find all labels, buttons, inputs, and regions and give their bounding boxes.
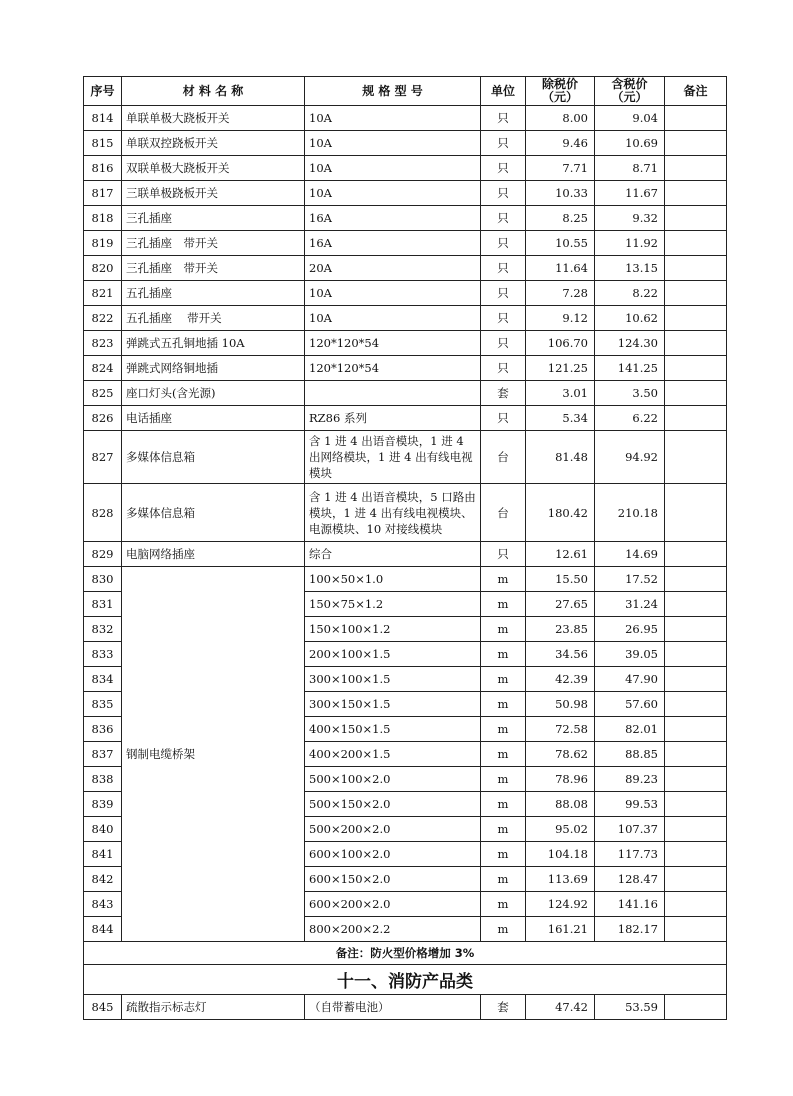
cell-unit: 套 (481, 995, 526, 1020)
cell-name: 双联单极大跷板开关 (122, 156, 305, 181)
cell-name: 三联单极跷板开关 (122, 181, 305, 206)
cell-remark (665, 842, 727, 867)
cell-spec: 600×150×2.0 (305, 867, 481, 892)
cell-unit: m (481, 867, 526, 892)
cell-unit: 只 (481, 256, 526, 281)
cell-price-in: 141.25 (595, 356, 665, 381)
cell-price-ex: 180.42 (526, 484, 595, 542)
cell-seq: 832 (84, 617, 122, 642)
cell-unit: 只 (481, 356, 526, 381)
cell-remark (665, 156, 727, 181)
section-row (84, 965, 727, 995)
cell-unit: m (481, 642, 526, 667)
cell-price-ex: 78.96 (526, 767, 595, 792)
cell-price-in: 11.92 (595, 231, 665, 256)
cell-seq: 844 (84, 917, 122, 942)
cell-remark (665, 381, 727, 406)
cell-seq: 836 (84, 717, 122, 742)
cell-spec: 10A (305, 156, 481, 181)
cell-price-ex: 34.56 (526, 642, 595, 667)
cell-price-ex: 113.69 (526, 867, 595, 892)
table-row (84, 256, 727, 281)
cell-spec: 500×200×2.0 (305, 817, 481, 842)
cell-unit: 只 (481, 406, 526, 431)
cell-spec: 400×150×1.5 (305, 717, 481, 742)
cell-seq: 841 (84, 842, 122, 867)
cell-unit: m (481, 742, 526, 767)
cell-price-in: 117.73 (595, 842, 665, 867)
cell-price-ex: 8.00 (526, 106, 595, 131)
cell-remark (665, 281, 727, 306)
cell-unit: m (481, 592, 526, 617)
cell-seq: 819 (84, 231, 122, 256)
cell-spec: 500×100×2.0 (305, 767, 481, 792)
cell-name: 多媒体信息箱 (122, 431, 305, 484)
cell-price-in: 124.30 (595, 331, 665, 356)
table-row (84, 356, 727, 381)
cell-unit: 只 (481, 331, 526, 356)
cell-spec: 800×200×2.2 (305, 917, 481, 942)
cell-seq: 821 (84, 281, 122, 306)
cell-unit: m (481, 917, 526, 942)
cell-spec: 300×150×1.5 (305, 692, 481, 717)
table-row (84, 306, 727, 331)
cell-price-in: 8.22 (595, 281, 665, 306)
cell-remark (665, 131, 727, 156)
cell-spec: 10A (305, 106, 481, 131)
cell-remark (665, 667, 727, 692)
cell-seq: 838 (84, 767, 122, 792)
cell-remark (665, 642, 727, 667)
cell-price-in: 47.90 (595, 667, 665, 692)
cell-price-ex: 50.98 (526, 692, 595, 717)
table-row (84, 431, 727, 484)
cell-name: 多媒体信息箱 (122, 484, 305, 542)
cell-seq: 815 (84, 131, 122, 156)
cell-seq: 835 (84, 692, 122, 717)
cell-unit: 只 (481, 181, 526, 206)
note-row (84, 942, 727, 965)
table-row (84, 106, 727, 131)
cell-unit: m (481, 792, 526, 817)
cell-price-ex: 3.01 (526, 381, 595, 406)
cell-seq: 822 (84, 306, 122, 331)
cell-spec: 10A (305, 306, 481, 331)
cell-price-ex: 11.64 (526, 256, 595, 281)
cell-price-ex: 88.08 (526, 792, 595, 817)
cell-spec: 300×100×1.5 (305, 667, 481, 692)
cell-spec: 500×150×2.0 (305, 792, 481, 817)
cell-price-in: 128.47 (595, 867, 665, 892)
cell-name: 五孔插座 (122, 281, 305, 306)
cell-unit: m (481, 892, 526, 917)
cell-seq: 845 (84, 995, 122, 1020)
cell-unit: m (481, 817, 526, 842)
cell-unit: 只 (481, 206, 526, 231)
cell-seq: 837 (84, 742, 122, 767)
cell-name: 电脑网络插座 (122, 542, 305, 567)
table-row (84, 131, 727, 156)
cell-name: 座口灯头(含光源) (122, 381, 305, 406)
cell-price-ex: 78.62 (526, 742, 595, 767)
cell-remark (665, 717, 727, 742)
cell-name: 弹跳式网络铜地插 (122, 356, 305, 381)
cell-price-in: 9.32 (595, 206, 665, 231)
cell-price-in: 9.04 (595, 106, 665, 131)
cell-seq: 829 (84, 542, 122, 567)
cell-spec: 含 1 进 4 出语音模块，1 进 4 出网络模块，1 进 4 出有线电视模块 (305, 431, 481, 484)
cell-remark (665, 692, 727, 717)
cell-unit: 套 (481, 381, 526, 406)
header-spec: 规 格 型 号 (305, 77, 481, 106)
cell-price-ex: 10.33 (526, 181, 595, 206)
header-row (84, 77, 727, 106)
cell-spec: 16A (305, 206, 481, 231)
cell-remark (665, 484, 727, 542)
cell-unit: m (481, 842, 526, 867)
cell-price-in: 53.59 (595, 995, 665, 1020)
cell-price-ex: 15.50 (526, 567, 595, 592)
cell-price-in: 57.60 (595, 692, 665, 717)
cell-spec: 120*120*54 (305, 331, 481, 356)
cell-price-in: 107.37 (595, 817, 665, 842)
cell-name: 三孔插座 带开关 (122, 256, 305, 281)
cell-remark (665, 792, 727, 817)
cell-remark (665, 206, 727, 231)
cell-spec: 200×100×1.5 (305, 642, 481, 667)
cell-spec: 120*120*54 (305, 356, 481, 381)
cell-price-in: 182.17 (595, 917, 665, 942)
cell-spec (305, 381, 481, 406)
note-text: 备注：防火型价格增加 3% (84, 942, 727, 965)
cell-remark (665, 406, 727, 431)
table-row (84, 331, 727, 356)
table-row (84, 206, 727, 231)
cell-price-in: 10.69 (595, 131, 665, 156)
cell-price-ex: 23.85 (526, 617, 595, 642)
cell-name: 三孔插座 带开关 (122, 231, 305, 256)
cell-price-in: 3.50 (595, 381, 665, 406)
cell-seq: 843 (84, 892, 122, 917)
header-unit: 单位 (481, 77, 526, 106)
cell-remark (665, 592, 727, 617)
cell-unit: m (481, 667, 526, 692)
cell-price-in: 8.71 (595, 156, 665, 181)
cell-price-in: 39.05 (595, 642, 665, 667)
cell-spec: 20A (305, 256, 481, 281)
cell-unit: m (481, 617, 526, 642)
cell-seq: 834 (84, 667, 122, 692)
cell-price-ex: 121.25 (526, 356, 595, 381)
cell-remark (665, 817, 727, 842)
table-row (84, 542, 727, 567)
cell-price-in: 141.16 (595, 892, 665, 917)
cell-seq: 816 (84, 156, 122, 181)
cell-unit: 台 (481, 484, 526, 542)
cell-price-ex: 72.58 (526, 717, 595, 742)
cell-price-ex: 9.12 (526, 306, 595, 331)
cell-spec: 综合 (305, 542, 481, 567)
table-row (84, 231, 727, 256)
cell-price-in: 89.23 (595, 767, 665, 792)
cell-name: 五孔插座 带开关 (122, 306, 305, 331)
cell-price-in: 210.18 (595, 484, 665, 542)
header-remark: 备注 (665, 77, 727, 106)
cell-unit: 台 (481, 431, 526, 484)
cell-remark (665, 306, 727, 331)
table-body (84, 106, 727, 1020)
cell-price-in: 14.69 (595, 542, 665, 567)
cell-remark (665, 892, 727, 917)
cell-seq: 824 (84, 356, 122, 381)
cell-seq: 842 (84, 867, 122, 892)
cell-remark (665, 356, 727, 381)
cell-seq: 830 (84, 567, 122, 592)
table-row (84, 281, 727, 306)
cell-price-ex: 7.28 (526, 281, 595, 306)
cell-remark (665, 106, 727, 131)
cell-remark (665, 256, 727, 281)
cell-seq: 833 (84, 642, 122, 667)
table-row (84, 156, 727, 181)
cell-remark (665, 181, 727, 206)
cell-price-ex: 5.34 (526, 406, 595, 431)
cell-unit: 只 (481, 542, 526, 567)
cell-seq: 817 (84, 181, 122, 206)
cell-price-ex: 9.46 (526, 131, 595, 156)
cell-price-ex: 95.02 (526, 817, 595, 842)
cell-unit: m (481, 717, 526, 742)
header-name: 材 料 名 称 (122, 77, 305, 106)
cell-unit: m (481, 767, 526, 792)
header-seq: 序号 (84, 77, 122, 106)
cell-spec: 10A (305, 131, 481, 156)
cell-unit: 只 (481, 231, 526, 256)
cell-remark (665, 995, 727, 1020)
header-price-ex: 除税价 （元） (526, 77, 595, 106)
cell-spec: 400×200×1.5 (305, 742, 481, 767)
cell-remark (665, 542, 727, 567)
cell-remark (665, 917, 727, 942)
cell-unit: 只 (481, 131, 526, 156)
table-row (84, 567, 727, 592)
cell-price-in: 11.67 (595, 181, 665, 206)
cell-price-in: 6.22 (595, 406, 665, 431)
cell-price-ex: 81.48 (526, 431, 595, 484)
table-row (84, 995, 727, 1020)
cell-seq: 831 (84, 592, 122, 617)
cell-spec: 10A (305, 181, 481, 206)
cell-spec: 150×75×1.2 (305, 592, 481, 617)
cell-price-ex: 7.71 (526, 156, 595, 181)
cell-price-ex: 27.65 (526, 592, 595, 617)
cell-price-in: 10.62 (595, 306, 665, 331)
cell-name: 三孔插座 (122, 206, 305, 231)
cell-spec: 100×50×1.0 (305, 567, 481, 592)
cell-spec: 含 1 进 4 出语音模块，5 口路由模块，1 进 4 出有线电视模块、电源模块、10 对接线模块 (305, 484, 481, 542)
cell-seq: 818 (84, 206, 122, 231)
cell-price-in: 13.15 (595, 256, 665, 281)
cell-price-in: 82.01 (595, 717, 665, 742)
cell-remark (665, 567, 727, 592)
cell-price-ex: 42.39 (526, 667, 595, 692)
cell-spec: 600×200×2.0 (305, 892, 481, 917)
cell-price-ex: 12.61 (526, 542, 595, 567)
cell-price-in: 31.24 (595, 592, 665, 617)
cell-price-in: 99.53 (595, 792, 665, 817)
cell-spec: （自带蓄电池） (305, 995, 481, 1020)
table-row (84, 381, 727, 406)
cell-unit: 只 (481, 156, 526, 181)
cell-name: 疏散指示标志灯 (122, 995, 305, 1020)
cell-price-ex: 124.92 (526, 892, 595, 917)
cell-remark (665, 331, 727, 356)
cell-remark (665, 742, 727, 767)
cell-name-merged: 钢制电缆桥架 (122, 567, 305, 942)
price-table (83, 76, 727, 1020)
cell-seq: 826 (84, 406, 122, 431)
cell-name: 电话插座 (122, 406, 305, 431)
cell-price-in: 26.95 (595, 617, 665, 642)
cell-name: 弹跳式五孔铜地插 10A (122, 331, 305, 356)
cell-seq: 828 (84, 484, 122, 542)
cell-seq: 839 (84, 792, 122, 817)
cell-name: 单联单极大跷板开关 (122, 106, 305, 131)
cell-price-in: 88.85 (595, 742, 665, 767)
cell-spec: 16A (305, 231, 481, 256)
cell-seq: 823 (84, 331, 122, 356)
cell-remark (665, 867, 727, 892)
cell-remark (665, 231, 727, 256)
section-title: 十一、消防产品类 (84, 965, 727, 995)
cell-seq: 827 (84, 431, 122, 484)
cell-name: 单联双控跷板开关 (122, 131, 305, 156)
cell-price-ex: 8.25 (526, 206, 595, 231)
cell-spec: RZ86 系列 (305, 406, 481, 431)
cell-price-ex: 47.42 (526, 995, 595, 1020)
table-row (84, 181, 727, 206)
cell-seq: 840 (84, 817, 122, 842)
cell-remark (665, 767, 727, 792)
cell-remark (665, 431, 727, 484)
cell-seq: 820 (84, 256, 122, 281)
cell-price-ex: 161.21 (526, 917, 595, 942)
cell-unit: m (481, 567, 526, 592)
cell-unit: 只 (481, 281, 526, 306)
cell-remark (665, 617, 727, 642)
cell-spec: 10A (305, 281, 481, 306)
header-price-in: 含税价 （元） (595, 77, 665, 106)
cell-seq: 814 (84, 106, 122, 131)
cell-unit: 只 (481, 106, 526, 131)
cell-price-ex: 106.70 (526, 331, 595, 356)
table-row (84, 406, 727, 431)
cell-spec: 150×100×1.2 (305, 617, 481, 642)
cell-price-in: 94.92 (595, 431, 665, 484)
cell-unit: m (481, 692, 526, 717)
cell-unit: 只 (481, 306, 526, 331)
cell-price-ex: 104.18 (526, 842, 595, 867)
cell-price-in: 17.52 (595, 567, 665, 592)
table-row (84, 484, 727, 542)
cell-spec: 600×100×2.0 (305, 842, 481, 867)
cell-seq: 825 (84, 381, 122, 406)
cell-price-ex: 10.55 (526, 231, 595, 256)
